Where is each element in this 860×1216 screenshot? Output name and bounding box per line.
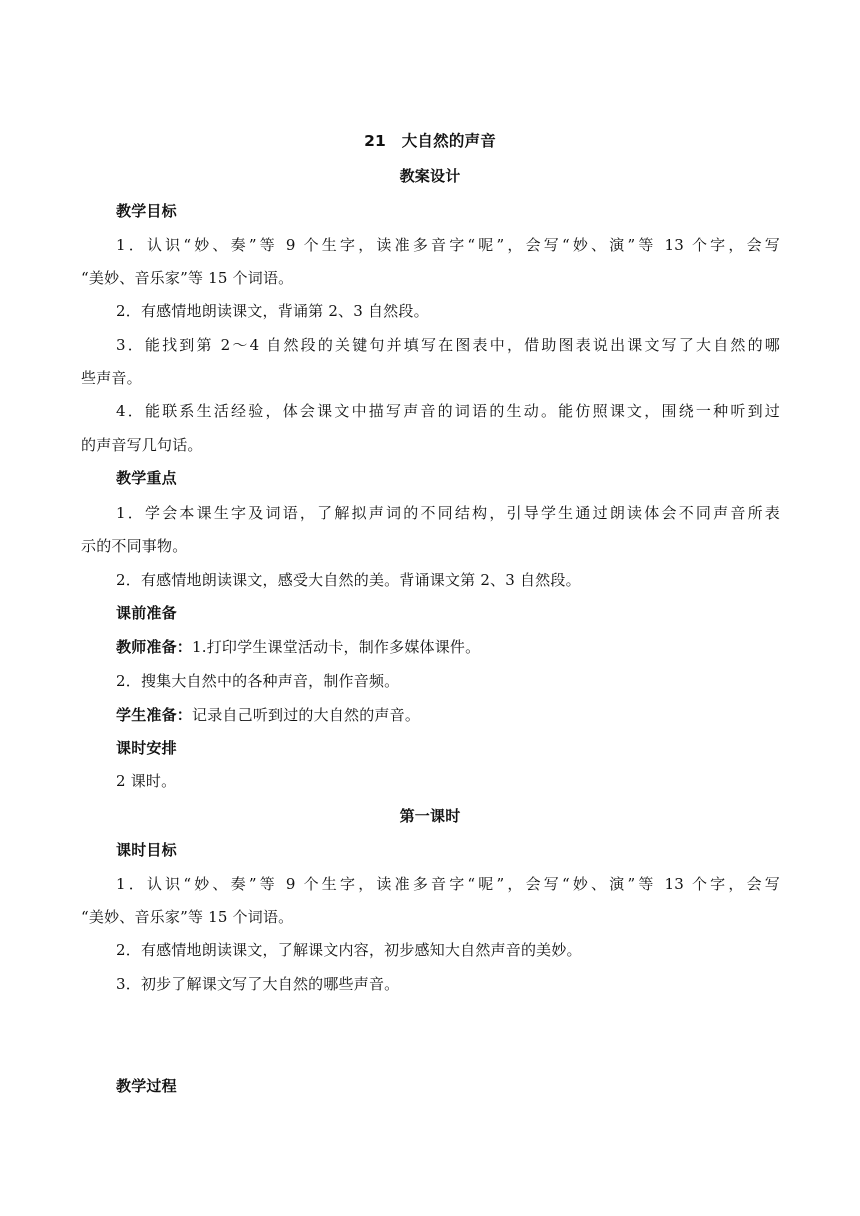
goal-item-3-line-1: 3．能找到第 2～4 自然段的关键句并填写在图表中，借助图表说出课文写了大自然的哪: [116, 336, 780, 354]
lesson-goal-2: 2．有感情地朗读课文，了解课文内容，初步感知大自然声音的美妙。: [116, 941, 582, 959]
goal-item-1-line-2: “美妙、音乐家”等 15 个词语。: [81, 269, 294, 287]
goal-item-2: 2．有感情地朗读课文，背诵第 2、3 自然段。: [116, 302, 429, 320]
document-subtitle: 教案设计: [399, 167, 461, 185]
key-points-heading: 教学重点: [116, 469, 177, 487]
teacher-preparation-item-2: 2．搜集大自然中的各种声音，制作音频。: [116, 672, 400, 690]
teaching-process-heading: 教学过程: [116, 1077, 177, 1095]
preparation-heading: 课前准备: [116, 604, 177, 622]
teacher-preparation-text: 1.打印学生课堂活动卡，制作多媒体课件。: [192, 638, 481, 656]
goal-item-1-line-1: 1．认识“妙、奏”等 9 个生字，读准多音字“呢”，会写“妙、演”等 13 个字，会写: [116, 236, 780, 254]
schedule-heading: 课时安排: [116, 739, 177, 757]
student-preparation-label: 学生准备：: [116, 706, 193, 724]
key-point-1-line-1: 1．学会本课生字及词语，了解拟声词的不同结构，引导学生通过朗读体会不同声音所表: [116, 504, 780, 522]
lesson-title: 21 大自然的声音: [364, 132, 496, 150]
teacher-preparation-label: 教师准备：: [116, 638, 193, 656]
student-preparation: [116, 705, 420, 725]
goal-item-4-line-1: 4．能联系生活经验，体会课文中描写声音的词语的生动。能仿照课文，围绕一种听到过: [116, 402, 780, 420]
goal-item-4-line-2: 的声音写几句话。: [81, 436, 203, 454]
schedule-text: 2 课时。: [116, 772, 177, 790]
goal-item-3-line-2: 些声音。: [81, 369, 142, 387]
teaching-goals-heading: 教学目标: [116, 202, 177, 220]
teacher-preparation: [116, 637, 480, 657]
first-lesson-title: 第一课时: [399, 807, 461, 825]
key-point-2: 2．有感情地朗读课文，感受大自然的美。背诵课文第 2、3 自然段。: [116, 571, 581, 589]
student-preparation-text: 记录自己听到过的大自然的声音。: [192, 706, 421, 724]
lesson-goals-heading: 课时目标: [116, 841, 177, 859]
lesson-goal-1-line-2: “美妙、音乐家”等 15 个词语。: [81, 908, 294, 926]
key-point-1-line-2: 示的不同事物。: [81, 537, 188, 555]
lesson-goal-1-line-1: 1．认识“妙、奏”等 9 个生字，读准多音字“呢”，会写“妙、演”等 13 个字，会写: [116, 875, 780, 893]
lesson-goal-3: 3．初步了解课文写了大自然的哪些声音。: [116, 975, 400, 993]
